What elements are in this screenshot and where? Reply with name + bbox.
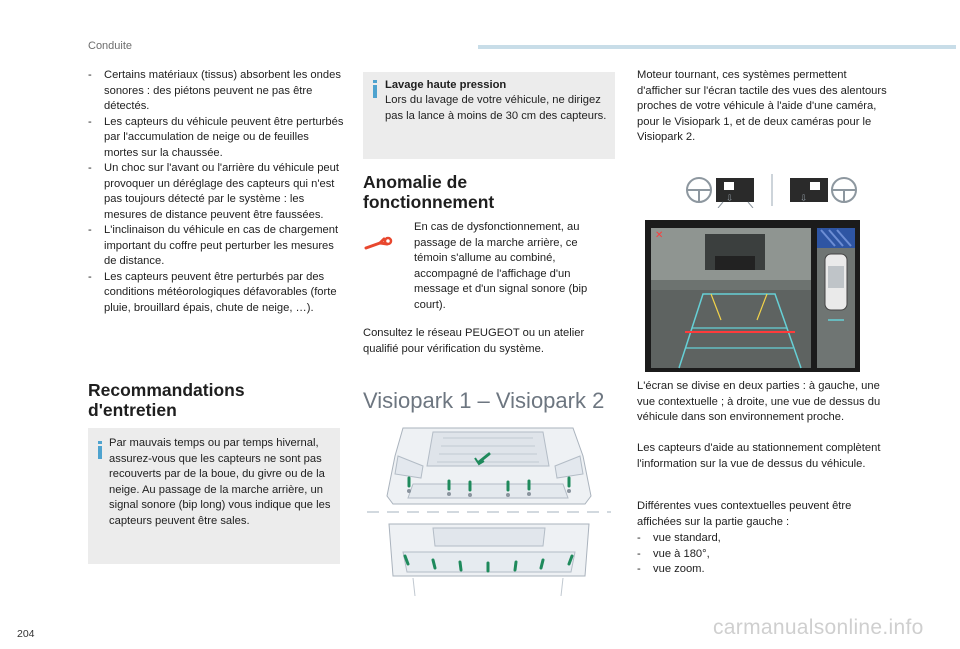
list-item: - Les capteurs du véhicule peuvent être perturbés par l'accumulation de neige ou de feuilles mortes sur la chaussée. [88,115,346,162]
intro-text: Moteur tournant, ces systèmes permettent d'afficher sur l'écran tactile des vues des alentours proches de votre véhicule à l'aide d'une caméra, pour le Visiopark 1, et de deux caméras pour le Visiopark 2. [637,69,887,143]
rear-camera-view [645,220,860,372]
wrench-warning-icon [363,236,395,252]
list-item: - L'inclinaison du véhicule en cas de chargement important du coffre peut perturber les mesures de distance. [88,223,346,270]
list-item: - vue zoom. [637,562,887,578]
pressure-wash-text: Lors du lavage de votre véhicule, ne dirigez pas la lance à moins de 30 cm des capteurs. [385,94,607,122]
svg-text:✕: ✕ [655,230,664,241]
visiopark-heading: Visiopark 1 – Visiopark 2 [363,388,605,413]
limitations-list [88,68,346,316]
visiopark-screen [645,220,860,372]
sensor-diagram [363,426,615,596]
list-item: - vue à 180°, [637,547,887,563]
page-number: 204 [17,628,35,640]
malfunction-heading: Anomalie de fonctionnement [363,172,495,212]
maintenance-info-box [88,428,340,564]
watermark: carmanualsonline.info [713,616,924,639]
svg-text:⇩: ⇩ [800,194,808,204]
maintenance-info-text: Par mauvais temps ou par temps hivernal, assurez-vous que les capteurs ne sont pas recouverts par de la boue, du givre ou de la neige. Au passage de la marche arrière, un signal sonore (bip long) vous indique que les capteurs peuvent être sales. [109,437,331,527]
svg-text:⇩: ⇩ [726,194,734,204]
screen-description: L'écran se divise en deux parties : à gauche, une vue contextuelle ; à droite, une vue de dessus du véhicule dans son environnement proche. [637,380,881,423]
section-title: Conduite [88,40,133,52]
views-intro: Différentes vues contextuelles peuvent être affichées sur la partie gauche : [637,500,852,528]
list-item: - Les capteurs peuvent être perturbés par des conditions météorologiques défavorables (forte pluie, brouillard épais, chute de neige, …). [88,270,346,317]
malfunction-text: En cas de dysfonctionnement, au passage de la marche arrière, ce témoin s'allume au combiné, accompagné de l'affichage d'un message et d'un signal sonore (bip court). [414,221,588,311]
list-item: - Un choc sur l'avant ou l'arrière du véhicule peut provoquer un déréglage des capteurs qui n'est pas toujours détecté par le système : les mesures de distance peuvent être faussées. [88,161,346,223]
info-icon [98,441,102,459]
pressure-wash-title: Lavage haute pression [385,79,507,91]
info-icon [373,80,377,98]
pressure-wash-box [363,72,615,159]
list-item: - Certains matériaux (tissus) absorbent les ondes sonores : des piétons peuvent ne pas être détectés. [88,68,346,115]
sensors-text: Les capteurs d'aide au stationnement complètent l'information sur la vue de dessus du véhicule. [637,442,881,470]
camera-views-icon [682,172,862,208]
maintenance-heading: Recommandations d'entretien [88,380,245,420]
list-item: - vue standard, [637,531,887,547]
views-list [637,531,887,578]
section-bar [478,45,956,49]
consult-text: Consultez le réseau PEUGEOT ou un atelier qualifié pour vérification du système. [363,327,585,355]
